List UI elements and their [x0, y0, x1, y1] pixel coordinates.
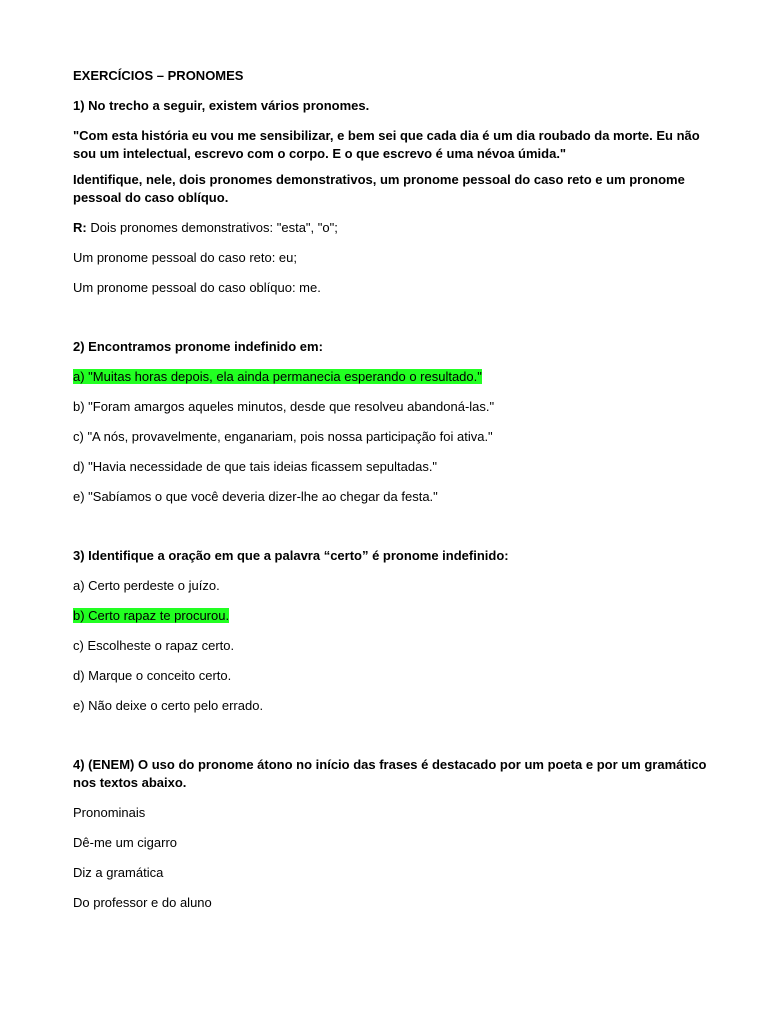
- q2-option-b: b) "Foram amargos aqueles minutos, desde que resolveu abandoná-las.": [73, 399, 495, 414]
- q3-option-b: [73, 607, 713, 625]
- highlighted-answer: b) Certo rapaz te procurou.: [73, 608, 230, 623]
- q3-heading: 3) Identifique a oração em que a palavra “certo” é pronome indefinido:: [73, 548, 509, 563]
- poem-line: Pronominais: [73, 805, 146, 820]
- q2-option-d: d) "Havia necessidade de que tais ideias ficassem sepultadas.": [73, 459, 438, 474]
- answer-label: R:: [73, 220, 87, 235]
- q1-heading: 1) No trecho a seguir, existem vários pronomes.: [73, 98, 370, 113]
- document-title: EXERCÍCIOS – PRONOMES: [73, 68, 244, 83]
- answer-text: Dois pronomes demonstrativos: "esta", "o";: [86, 220, 338, 235]
- poem-line: Do professor e do aluno: [73, 895, 212, 910]
- q1-answer-1: [73, 219, 713, 237]
- q2-option-a: [73, 368, 713, 386]
- q2-option-e: e) "Sabíamos o que você deveria dizer-lhe ao chegar da festa.": [73, 489, 438, 504]
- document-page: [73, 67, 713, 912]
- q3-option-c: c) Escolheste o rapaz certo.: [73, 638, 235, 653]
- q4-heading: 4) (ENEM) O uso do pronome átono no início das frases é destacado por um poeta e por um gramático nos textos abaixo.: [73, 757, 707, 790]
- highlighted-answer: a) "Muitas horas depois, ela ainda permanecia esperando o resultado.": [73, 369, 482, 384]
- q1-answer-2: Um pronome pessoal do caso reto: eu;: [73, 250, 298, 265]
- q3-option-d: d) Marque o conceito certo.: [73, 668, 232, 683]
- q2-option-c: c) "A nós, provavelmente, enganariam, pois nossa participação foi ativa.": [73, 429, 493, 444]
- q1-quote: "Com esta história eu vou me sensibilizar, e bem sei que cada dia é um dia roubado da morte. Eu não sou um intelectual, escrevo com o corpo. E o que escrevo é uma névoa úmida.": [73, 128, 700, 161]
- q1-answer-3: Um pronome pessoal do caso oblíquo: me.: [73, 280, 321, 295]
- q3-option-a: a) Certo perdeste o juízo.: [73, 578, 220, 593]
- poem-line: Diz a gramática: [73, 865, 164, 880]
- poem-line: Dê-me um cigarro: [73, 835, 178, 850]
- q3-option-e: e) Não deixe o certo pelo errado.: [73, 698, 264, 713]
- q2-heading: 2) Encontramos pronome indefinido em:: [73, 339, 323, 354]
- q1-instruction: Identifique, nele, dois pronomes demonstrativos, um pronome pessoal do caso reto e um pronome pessoal do caso oblíquo.: [73, 172, 685, 205]
